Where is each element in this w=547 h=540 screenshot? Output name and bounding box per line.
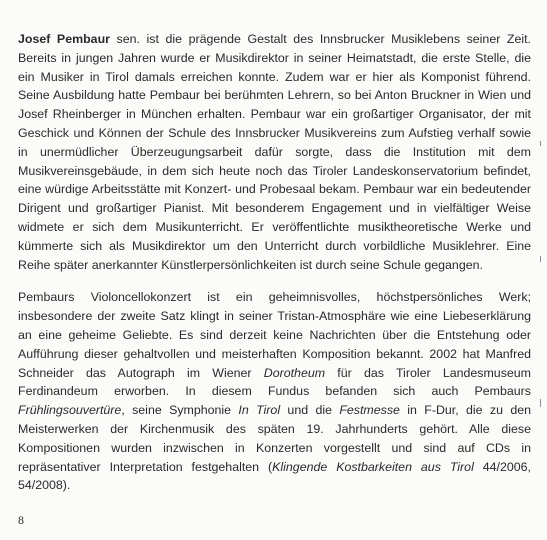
concerto-text-6: 44/2006, 54/2008). [18, 459, 532, 493]
concerto-text-3: , seine Symphonie [121, 403, 239, 418]
paragraph-biography [18, 30, 531, 274]
page-number: 8 [18, 513, 24, 527]
cd-series-title: Klingende Kostbarkeiten aus Tirol [272, 459, 474, 474]
dorotheum-title: Dorotheum [263, 365, 326, 380]
overture-title: Frühlingsouvertüre [18, 403, 122, 418]
concerto-text-1: Pembaurs Violoncellokonzert ist ein geheimnisvolles, höchstpersönliches Werk; insbesondere der zweite Satz klingt in seiner Tristan-Atmosphäre wie eine Liebeserklärung an eine geheime Geliebte. Es sind derzeit keine Nachrichten über die Entstehung oder Aufführung dieser gehaltvollen und meisterhaften Komposition bekannt. 2002 hat Manfred Schneider das Autograph im Wiener [18, 290, 531, 380]
person-name: Josef Pembaur [18, 32, 110, 46]
edge-mark [540, 141, 541, 146]
symphony-title: In Tirol [238, 403, 281, 418]
edge-mark [540, 256, 541, 262]
paragraph-cello-concerto [18, 288, 531, 495]
mass-title: Festmesse [339, 403, 400, 418]
concerto-text-4: und die [280, 403, 340, 418]
concerto-text-2: für das Tiroler Landesmuseum Ferdinandeum erworben. In diesem Fundus befanden sich auch Pembaurs [18, 365, 531, 399]
concerto-text-5: in F-Dur, die zu den Meisterwerken der Kirchenmusik des späten 19. Jahrhunderts gehört. Alle diese Kompositionen wurden inzwischen in Konzerten vorgestellt und sind auf CDs in repräsentativer Interpretation festgehalten ( [18, 403, 531, 474]
text-body [18, 30, 531, 495]
biography-text: sen. ist die prägende Gestalt des Innsbrucker Musiklebens seiner Zeit. Bereits in jungen Jahren wurde er Musikdirektor in seiner Heimatstadt, die erste Stelle, die ein Musiker in Tirol damals erreichen konnte. Zudem war er hier als Komponist führend. Seine Ausbildung hatte Pembaur bei berühmten Lehrern, so bei Anton Bruckner in Wien und Josef Rheinberger in München erhalten. Pembaur war ein großartiger Organisator, der mit Geschick und Können der Schule des Innsbrucker Musikvereins zum Aufstieg verhalf sowie in unermüdlicher Überzeugungsarbeit dafür sorgte, dass die Institution mit dem Musikvereinsgebäude, in dem sich heute noch das Tiroler Landeskonservatorium befindet, eine würdige Arbeitsstätte mit Konzert- und Probesaal bekam. Pembaur war ein bedeutender Dirigent und großartiger Pianist. Mit besonderem Engagement und in vielfältiger Weise widmete er sich dem Musikunterricht. Er veröffentlichte musiktheoretische Werke und kümmerte sich als Musikdirektor um den Unterricht durch vorbildliche Musiklehrer. Eine Reihe später anerkannter Künstlerpersönlichkeiten ist durch seine Schule gegangen. [18, 32, 531, 272]
edge-mark [540, 399, 541, 407]
